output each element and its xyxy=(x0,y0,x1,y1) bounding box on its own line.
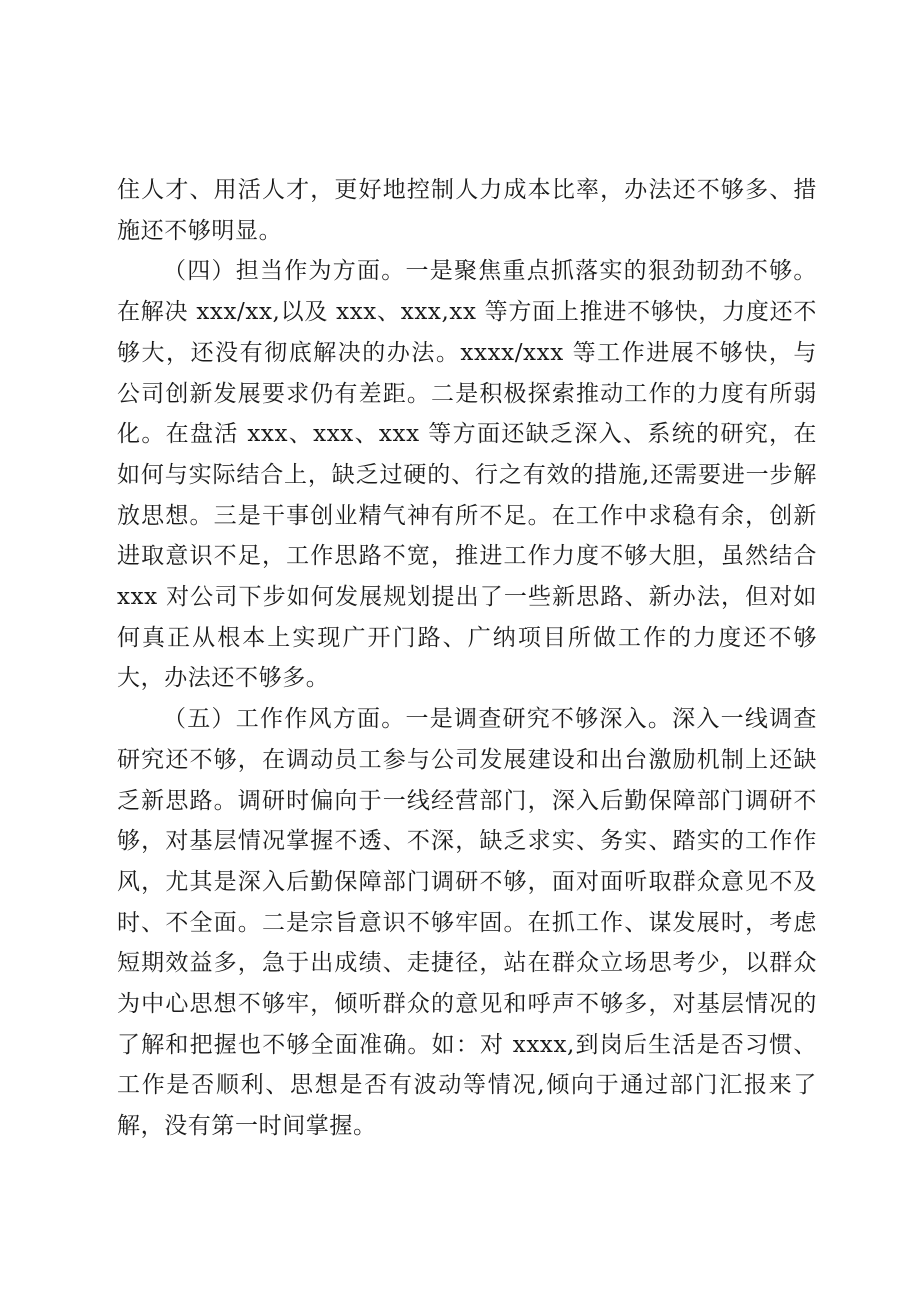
paragraph-section-five: （五）工作作风方面。一是调查研究不够深入。深入一线调查研究还不够，在调动员工参与公司发展建设和出台激励机制上还缺乏新思路。调研时偏向于一线经营部门，深入后勤保障部门调研不够，对基层情况掌握不透、不深，缺乏求实、务实、踏实的工作作风，尤其是深入后勤保障部门调研不够，面对面听取群众意见不及时、不全面。二是宗旨意识不够牢固。在抓工作、谋发展时，考虑短期效益多，急于出成绩、走捷径，站在群众立场思考少，以群众为中心思想不够牢，倾听群众的意见和呼声不够多，对基层情况的了解和把握也不够全面准确。如：对 xxxx,到岗后生活是否习惯、工作是否顺利、思想是否有波动等情况,倾向于通过部门汇报来了解，没有第一时间掌握。 xyxy=(117,706,817,1140)
document-body xyxy=(117,170,817,1147)
paragraph-continuation: 住人才、用活人才，更好地控制人力成本比率，办法还不够多、措施还不够明显。 xyxy=(117,177,817,244)
paragraph-section-four: （四）担当作为方面。一是聚焦重点抓落实的狠劲韧劲不够。在解决 xxx/xx,以及 xxx、xxx,xx 等方面上推进不够快，力度还不够大，还没有彻底解决的办法。xxxx/xxx 等工作进展不够快，与公司创新发展要求仍有差距。二是积极探索推动工作的力度有所弱化。在盘活 xxx、xxx、xxx 等方面还缺乏深入、系统的研究，在如何与实际结合上，缺乏过硬的、行之有效的措施,还需要进一步解放思想。三是干事创业精气神有所不足。在工作中求稳有余，创新进取意识不足，工作思路不宽，推进工作力度不够大胆，虽然结合 xxx 对公司下步如何发展规划提出了一些新思路、新办法，但对如何真正从根本上实现广开门路、广纳项目所做工作的力度还不够大，办法还不够多。 xyxy=(117,258,817,692)
